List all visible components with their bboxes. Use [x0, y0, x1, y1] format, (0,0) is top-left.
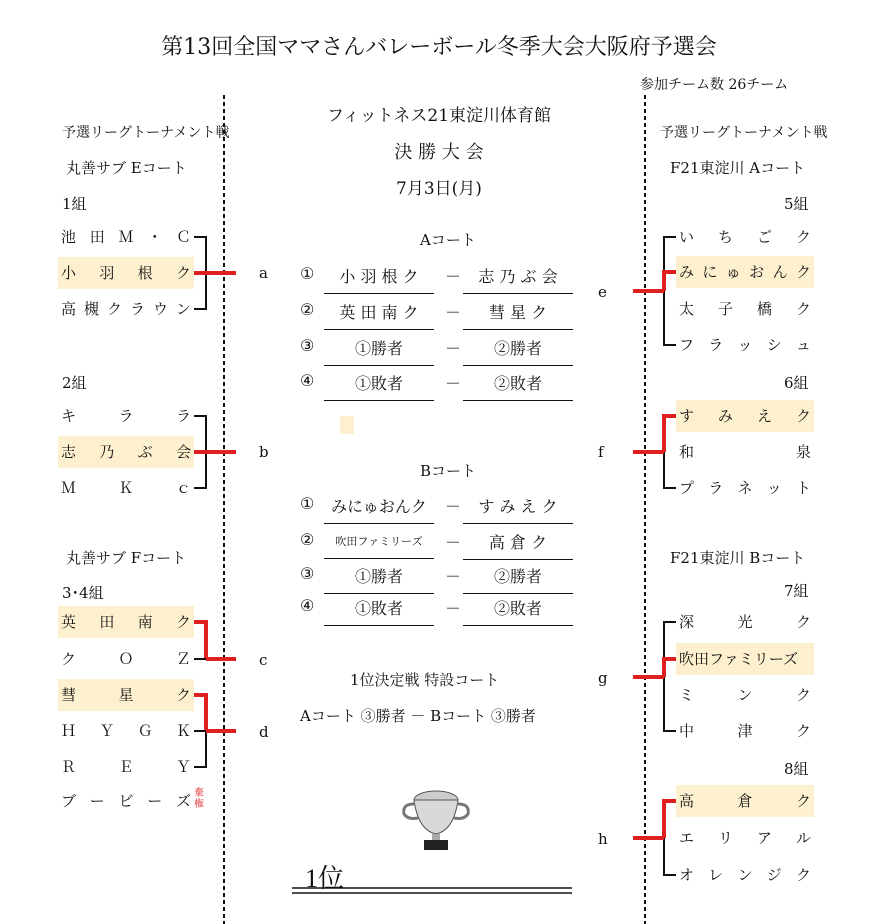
- slot-h: h: [598, 830, 608, 848]
- group-34-label: 3･4組: [62, 584, 104, 602]
- team-kohane: 小 羽 根 ク: [58, 257, 194, 289]
- date: 7月3日(月): [396, 179, 482, 199]
- team-eidaminami: 英 田 南 ク: [58, 606, 194, 638]
- team-shinobukai: 志 乃 ぶ 会: [58, 436, 194, 468]
- trophy-icon: [404, 791, 469, 850]
- team-flash: フ ラ ッ シ ュ: [679, 336, 811, 354]
- team-suita-families: 吹田ファミリーズ: [676, 643, 814, 675]
- right-heading: 予選リーグトーナメント戦: [660, 125, 828, 141]
- team-mkc: Ｍ Ｋ ｃ: [61, 479, 191, 497]
- venue: フィットネス21東淀川体育館: [326, 106, 552, 126]
- participant-count: 参加チーム数 26チーム: [640, 77, 789, 93]
- group-7-label: 7組: [784, 582, 809, 600]
- team-ichigo: い ち ご ク: [679, 228, 811, 246]
- forfeit-note: 棄権: [194, 788, 204, 810]
- team-orange: オ レ ン ジ ク: [679, 866, 811, 884]
- team-planet: プ ラ ネ ッ ト: [679, 479, 811, 497]
- group-5-label: 5組: [784, 195, 809, 213]
- team-nakatsu: 中 津 ク: [679, 722, 811, 740]
- slot-g: g: [598, 669, 608, 687]
- team-kuoz: ク Ｏ Ｚ: [61, 650, 191, 668]
- team-kirara: キ ラ ラ: [61, 407, 191, 425]
- decider-title: 1位決定戦 特設コート: [350, 671, 500, 689]
- team-taishibashi: 太 子 橋 ク: [679, 300, 811, 318]
- team-mink: ミ ン ク: [679, 686, 811, 704]
- left-court-e: 丸善サブ Eコート: [66, 159, 187, 177]
- group-2-label: 2組: [62, 374, 87, 392]
- team-boobies: ブ ー ビ ー ズ: [61, 792, 191, 810]
- team-minyuon: み に ゅ お ん ク: [676, 256, 814, 288]
- court-a-label: Aコート: [420, 231, 476, 249]
- team-rey: Ｒ Ｅ Ｙ: [61, 758, 191, 776]
- right-court-b: F21東淀川 Bコート: [670, 549, 806, 567]
- team-takakura: 高 倉 ク: [676, 785, 814, 817]
- left-heading: 予選リーグトーナメント戦: [62, 125, 230, 141]
- team-fukamitsu: 深 光 ク: [679, 613, 811, 631]
- first-place-label: 1位: [305, 864, 345, 893]
- team-izumi: 和 泉: [679, 443, 811, 461]
- slot-b: b: [259, 443, 269, 461]
- team-suisei: 彗 星 ク: [58, 679, 194, 711]
- group-8-label: 8組: [784, 760, 809, 778]
- team-hygk: Ｈ Ｙ Ｇ Ｋ: [61, 722, 191, 740]
- team-sumie: す み え ク: [676, 400, 814, 432]
- court-b-label: Bコート: [420, 462, 477, 480]
- team-takatsuki: 高 槻 ク ラ ウ ン: [61, 300, 191, 318]
- left-court-f: 丸善サブ Fコート: [66, 549, 187, 567]
- slot-e: e: [598, 283, 607, 301]
- slot-d: d: [259, 723, 269, 741]
- group-1-label: 1組: [62, 195, 87, 213]
- slot-a: a: [259, 264, 268, 282]
- page-title: 第13回全国ママさんバレーボール冬季大会大阪府予選会: [161, 35, 717, 60]
- team-ikeda: 池 田 Ｍ ・ Ｃ: [61, 228, 191, 246]
- final-stage: 決 勝 大 会: [394, 142, 484, 163]
- slot-f: f: [598, 443, 604, 461]
- right-court-a: F21東淀川 Aコート: [670, 159, 806, 177]
- decider-match: Aコート ③勝者 － Bコート ③勝者: [300, 707, 536, 725]
- slot-c: c: [259, 651, 268, 669]
- team-aerial: エ リ ア ル: [679, 829, 811, 847]
- group-6-label: 6組: [784, 374, 809, 392]
